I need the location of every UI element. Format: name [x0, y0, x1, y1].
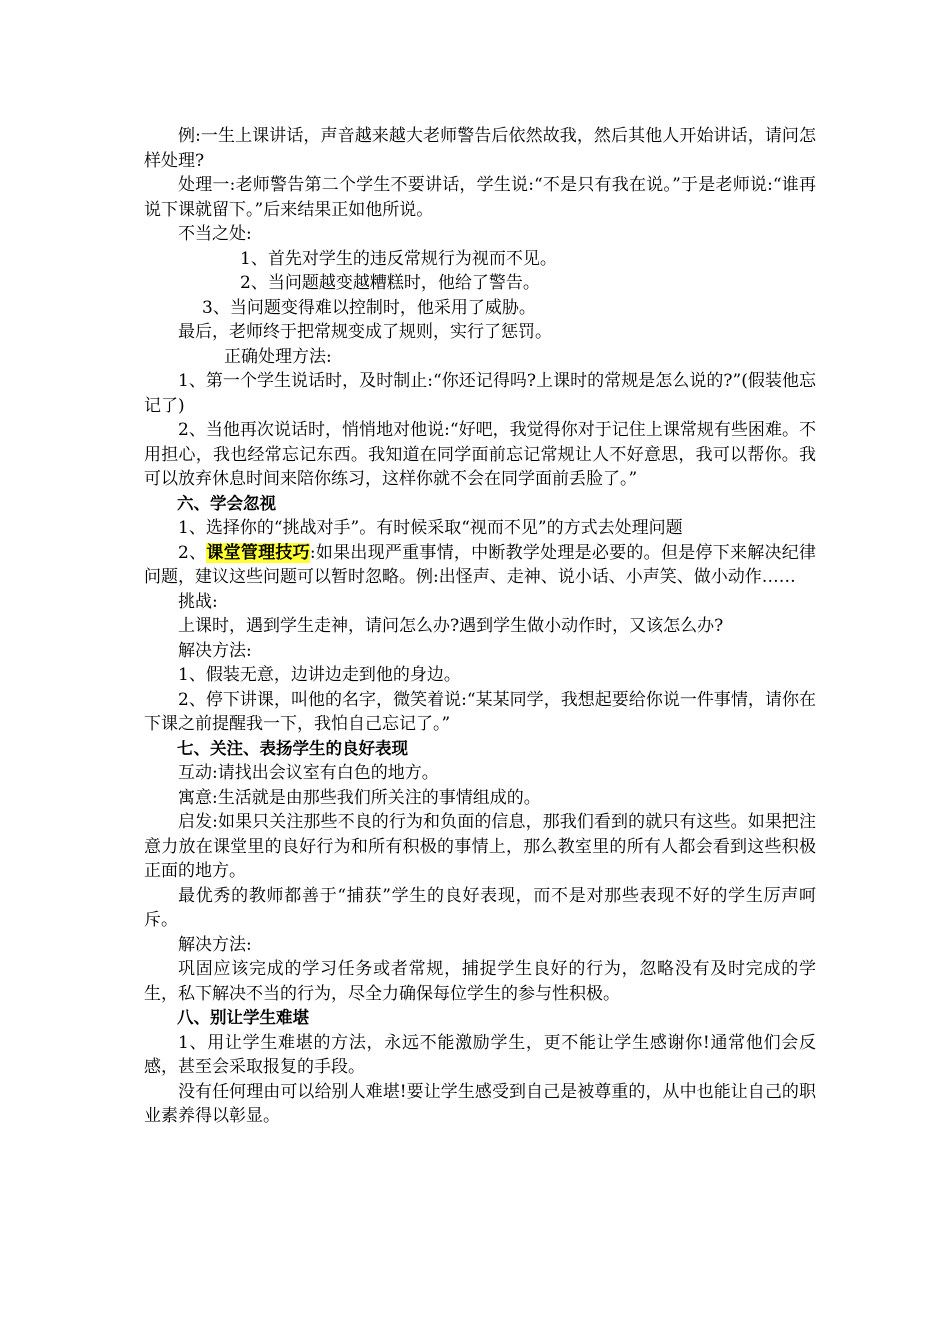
paragraph: 没有任何理由可以给别人难堪!要让学生感受到自己是被尊重的，从中也能让自己的职业素养得以彰显。 — [144, 1081, 816, 1126]
paragraph: 正确处理方法: — [224, 346, 332, 367]
paragraph: 2、停下讲课，叫他的名字，微笑着说:“某某同学，我想起要给你说一件事情，请你在下课之前提醒我一下，我怕自己忘记了。” — [144, 689, 816, 734]
paragraph: 巩固应该完成的学习任务或者常规，捕捉学生良好的行为，忽略没有及时完成的学生，私下解决不当的行为，尽全力确保每位学生的参与性积极。 — [144, 959, 816, 1004]
paragraph: 启发:如果只关注那些不良的行为和负面的信息，那我们看到的就只有这些。如果把注意力放在课堂里的良好行为和所有积极的事情上，那么教室里的所有人都会看到这些积极正面的地方。 — [144, 812, 816, 881]
paragraph: 最优秀的教师都善于“捕获”学生的良好表现，而不是对那些表现不好的学生厉声呵斥。 — [144, 885, 816, 930]
paragraph — [144, 541, 816, 590]
paragraph-prefix: 2、 — [178, 542, 207, 563]
section-heading: 七、关注、表扬学生的良好表现 — [177, 738, 408, 758]
paragraph: 互动:请找出会议室有白色的地方。 — [178, 763, 439, 783]
document-body — [144, 124, 816, 1129]
paragraph: 处理一:老师警告第二个学生不要讲话，学生说:“不是只有我在说。”于是老师说:“谁再说下课就留下。”后来结果正如他所说。 — [144, 175, 816, 220]
paragraph: 1、用让学生难堪的方法，永远不能激励学生，更不能让学生感谢你!通常他们会反感，甚至会采取报复的手段。 — [144, 1032, 816, 1077]
paragraph: 最后，老师终于把常规变成了规则，实行了惩罚。 — [178, 322, 552, 342]
list-item: 1、首先对学生的违反常规行为视而不见。 — [240, 248, 557, 269]
paragraph: 1、假装无意，边讲边走到他的身边。 — [178, 665, 461, 685]
section-heading: 八、别让学生难堪 — [177, 1008, 309, 1027]
highlighted-term: 课堂管理技巧 — [206, 542, 310, 563]
paragraph: 解决方法: — [178, 934, 252, 955]
paragraph: 1、选择你的“挑战对手”。有时候采取“视而不见”的方式去处理问题 — [178, 518, 683, 538]
paragraph: 寓意:生活就是由那些我们所关注的事情组成的。 — [178, 787, 541, 808]
paragraph: 1、第一个学生说话时，及时制止:“你还记得吗?上课时的常规是怎么说的?”(假装他忘记了) — [144, 371, 816, 416]
paragraph: 上课时，遇到学生走神，请问怎么办?遇到学生做小动作时，又该怎么办? — [178, 616, 724, 636]
paragraph: 挑战: — [178, 591, 218, 612]
paragraph: 不当之处: — [178, 224, 252, 244]
list-item: 2、当问题越变越糟糕时，他给了警告。 — [240, 273, 540, 293]
paragraph: 2、当他再次说话时，悄悄地对他说:“好吧，我觉得你对于记住上课常规有些困难。不用担心，我也经常忘记东西。我知道在同学面前忘记常规让人不好意思，我可以帮你。我可以放弃休息时间来陪你练习，这样你就不会在同学面前丢脸了。” — [144, 420, 816, 489]
paragraph-text: :如果出现严重事情，中断教学处理是必要的。但是停下来解决纪律问题，建议这些问题可以暂时忽略。例:出怪声、走神、说小话、小声笑、做小动作…… — [144, 542, 816, 587]
paragraph: 例:一生上课讲话，声音越来越大老师警告后依然故我，然后其他人开始讲话，请问怎样处理? — [144, 126, 816, 171]
paragraph: 解决方法: — [178, 640, 252, 661]
section-heading: 六、学会忽视 — [177, 493, 276, 513]
list-item: 3、当问题变得难以控制时，他采用了威胁。 — [202, 297, 536, 318]
